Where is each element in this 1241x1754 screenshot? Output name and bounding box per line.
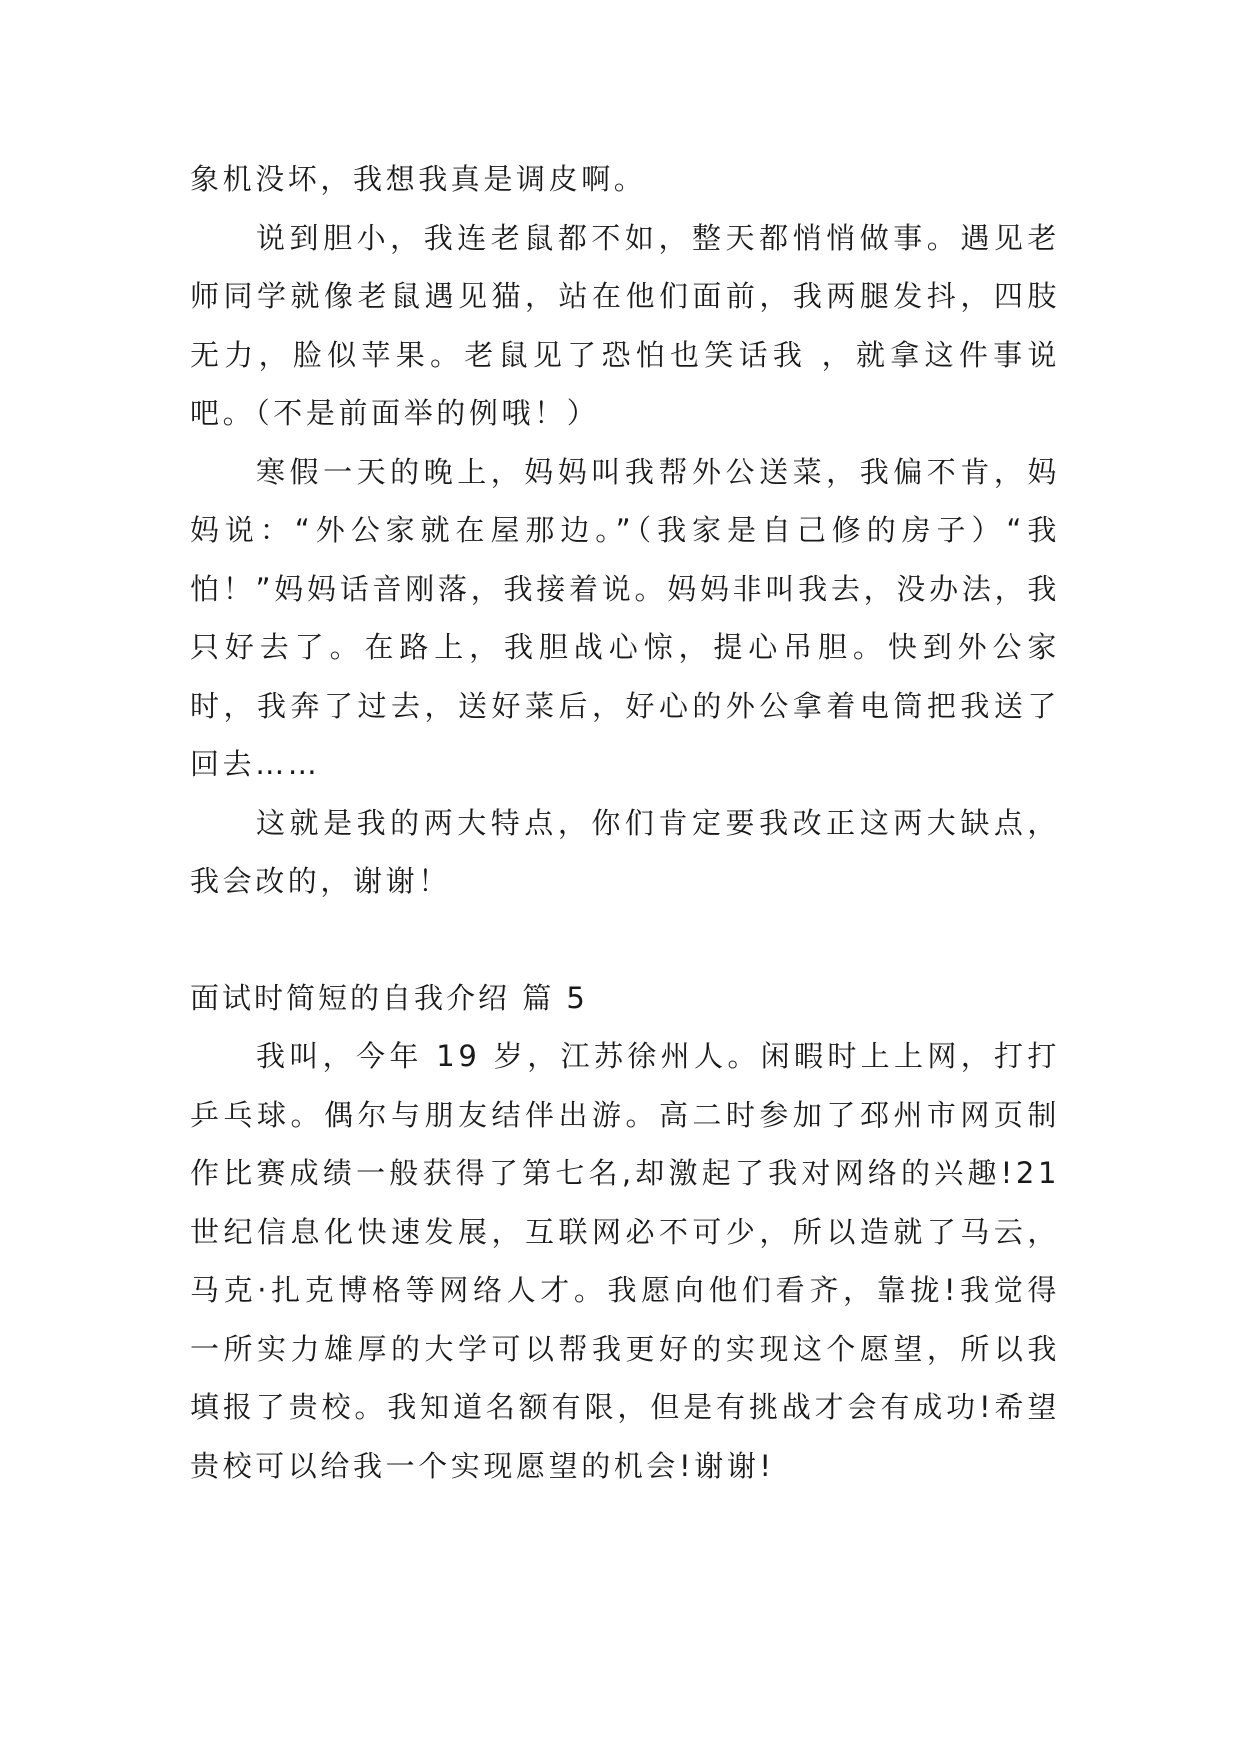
- section-gap: [190, 911, 1060, 969]
- paragraph-self-introduction: 我叫，今年 19 岁，江苏徐州人。闲暇时上上网，打打乒乓球。偶尔与朋友结伴出游。高二时参加了邳州市网页制作比赛成绩一般获得了第七名,却激起了我对网络的兴趣!21 世纪信息化快速发展，互联网必不可少，所以造就了马云，马克·扎克博格等网络人才。我愿向他们看齐，靠拢!我觉得一所实力雄厚的大学可以帮我更好的实现这个愿望，所以我填报了贵校。我知道名额有限，但是有挑战才会有成功!希望贵校可以给我一个实现愿望的机会!谢谢!: [190, 1039, 1060, 1483]
- section-heading: 面试时简短的自我介绍 篇 5: [190, 980, 588, 1015]
- paragraph-timid: 说到胆小，我连老鼠都不如，整天都悄悄做事。遇见老师同学就像老鼠遇见猫，站在他们面前，我两腿发抖，四肢无力，脸似苹果。老鼠见了恐怕也笑话我 ，就拿这件事说吧。（不是前面举的例哦！）: [190, 220, 1060, 430]
- document-body: [190, 150, 1060, 1495]
- paragraph-winter-night: 寒假一天的晚上，妈妈叫我帮外公送菜，我偏不肯，妈妈说：“外公家就在屋那边。”（我家是自己修的房子）“我怕！”妈妈话音刚落，我接着说。妈妈非叫我去，没办法，我只好去了。在路上，我胆战心惊，提心吊胆。快到外公家时，我奔了过去，送好菜后，好心的外公拿着电筒把我送了回去……: [190, 454, 1060, 781]
- paragraph-continued: 象机没坏，我想我真是调皮啊。: [190, 162, 647, 196]
- paragraph-conclusion: 这就是我的两大特点，你们肯定要我改正这两大缺点，我会改的，谢谢！: [190, 805, 1060, 898]
